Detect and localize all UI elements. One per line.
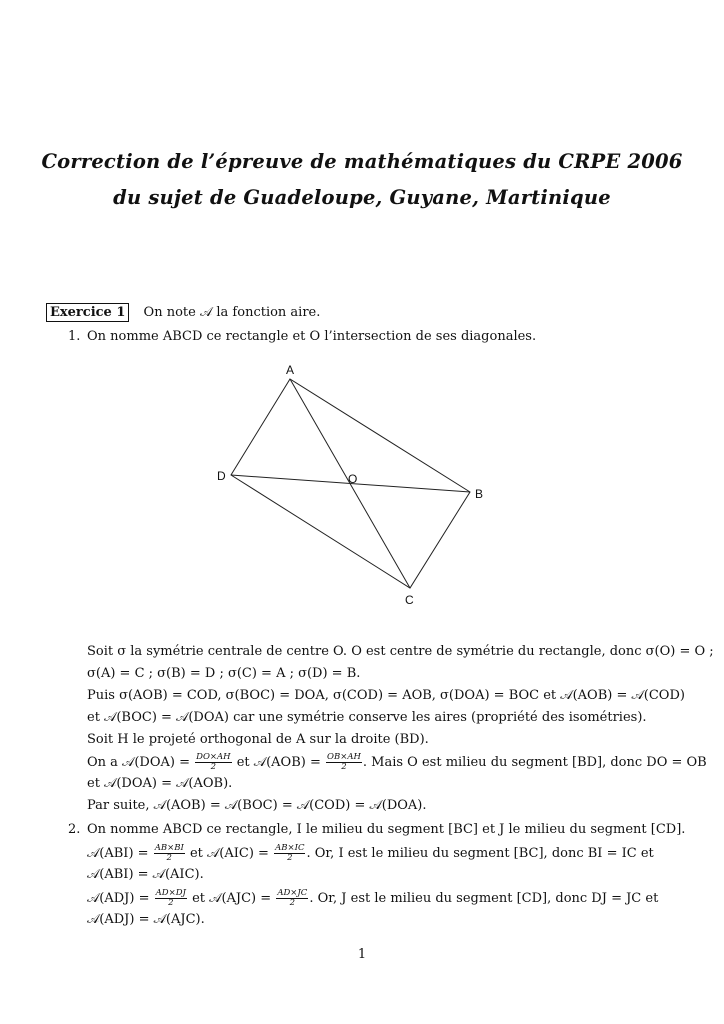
fraction-num: DO×AH — [196, 752, 231, 762]
formula-text-b: et 𝒜(AIC) = — [189, 846, 269, 861]
label-a: A — [286, 363, 295, 377]
formula-text-b: et 𝒜(AOB) = — [236, 755, 321, 770]
fraction-den: 2 — [210, 762, 217, 772]
fraction-num: AB×BI — [154, 843, 184, 853]
formula-text-c: . Or, I est le milieu du segment [BC], donc BI = IC et — [306, 846, 654, 861]
fraction-den: 2 — [289, 898, 296, 908]
formula-text-c: . Mais O est milieu du segment [BD], donc DO = OB — [362, 755, 707, 770]
para-abi-formula — [87, 844, 654, 863]
fraction-num: OB×AH — [327, 752, 361, 762]
label-d: D — [217, 469, 226, 483]
fraction-den: 2 — [341, 762, 347, 772]
para-adj-formula — [87, 889, 658, 908]
label-o: O — [348, 472, 358, 486]
formula-text-a: 𝒜(ADJ) = — [87, 891, 150, 906]
fraction-ajc — [276, 889, 308, 908]
formula-text-a: On a 𝒜(DOA) = — [87, 755, 190, 770]
para-abi-conclusion: 𝒜(ABI) = 𝒜(AIC). — [87, 867, 204, 882]
page-number: 1 — [357, 947, 367, 962]
exercise-intro: On note 𝒜 la fonction aire. — [143, 305, 321, 320]
fraction-adj — [155, 889, 187, 908]
fraction-den: 2 — [166, 853, 172, 863]
exercise-label: Exercice 1 — [46, 303, 129, 322]
para-symmetry-2: σ(A) = C ; σ(B) = D ; σ(C) = A ; σ(D) = B. — [87, 666, 361, 681]
fraction-num: AD×DJ — [155, 888, 186, 898]
item-2-number: 2. — [68, 822, 81, 837]
fraction-num: AD×JC — [277, 888, 308, 898]
para-adj-conclusion: 𝒜(ADJ) = 𝒜(AJC). — [87, 912, 205, 927]
para-areas-2: et 𝒜(BOC) = 𝒜(DOA) car une symétrie conserve les aires (propriété des isométries). — [87, 710, 647, 725]
formula-text-b: et 𝒜(AJC) = — [192, 891, 272, 906]
label-b: B — [475, 487, 484, 501]
fraction-abi — [154, 844, 185, 863]
fraction-num: AB×IC — [275, 843, 305, 853]
item-2-text: On nomme ABCD ce rectangle, I le milieu du segment [BC] et J le milieu du segment [CD]. — [87, 822, 686, 837]
fraction-den: 2 — [287, 853, 293, 863]
para-area-conclusion: et 𝒜(DOA) = 𝒜(AOB). — [87, 776, 233, 791]
item-1-text: On nomme ABCD ce rectangle et O l’intersection de ses diagonales. — [87, 329, 537, 344]
para-area-formula — [87, 753, 707, 772]
fraction-doa — [195, 753, 231, 772]
formula-text-a: 𝒜(ABI) = — [87, 846, 149, 861]
para-symmetry-1: Soit σ la symétrie centrale de centre O. O est centre de symétrie du rectangle, donc σ(O) = O ; — [87, 644, 714, 659]
formula-text-c: . Or, J est le milieu du segment [CD], donc DJ = JC et — [309, 891, 659, 906]
title-line-1: Correction de l’épreuve de mathématiques du CRPE 2006 — [41, 150, 683, 173]
item-1-number: 1. — [68, 329, 81, 344]
fraction-aic — [274, 844, 305, 863]
label-c: C — [405, 593, 414, 607]
fraction-den: 2 — [168, 898, 174, 908]
para-projection: Soit H le projeté orthogonal de A sur la droite (BD). — [87, 732, 429, 747]
para-result: Par suite, 𝒜(AOB) = 𝒜(BOC) = 𝒜(COD) = 𝒜(DOA). — [87, 798, 427, 813]
fraction-aob — [326, 753, 362, 772]
title-line-2: du sujet de Guadeloupe, Guyane, Martinique — [113, 186, 611, 209]
para-areas-1: Puis σ(AOB) = COD, σ(BOC) = DOA, σ(COD) = AOB, σ(DOA) = BOC et 𝒜(AOB) = 𝒜(COD) — [87, 688, 685, 703]
